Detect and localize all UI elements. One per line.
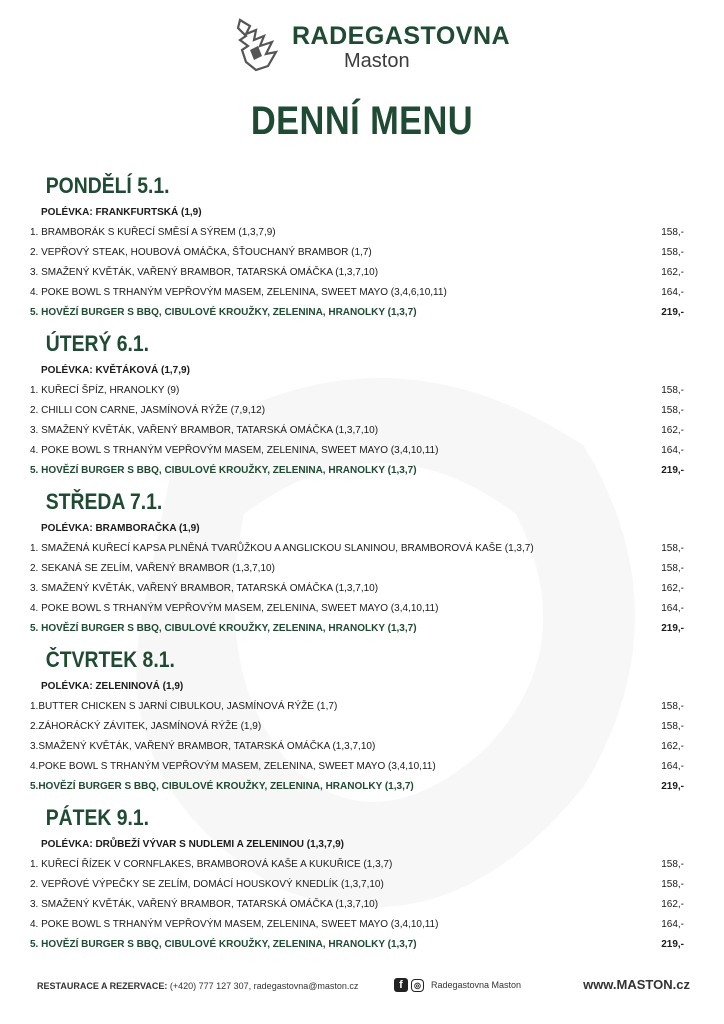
day-section	[0, 165, 724, 323]
menu-item-highlight	[0, 461, 724, 481]
day-section	[0, 639, 724, 797]
menu-item-highlight	[0, 303, 724, 323]
menu-item-name: 4. POKE BOWL S TRHANÝM VEPŘOVÝM MASEM, ZELENINA, SWEET MAYO (3,4,6,10,11)	[30, 287, 447, 298]
soup-line: POLÉVKA: ZELENINOVÁ (1,9)	[41, 681, 184, 692]
menu-item-price: 158,-	[661, 385, 684, 396]
reservation-contact[interactable]: (+420) 777 127 307, radegastovna@maston.cz	[169, 981, 359, 991]
menu-item	[0, 915, 724, 935]
header	[0, 14, 724, 74]
menu-item-name: 4. POKE BOWL S TRHANÝM VEPŘOVÝM MASEM, ZELENINA, SWEET MAYO (3,4,10,11)	[30, 603, 439, 614]
day-section	[0, 797, 724, 955]
soup-line: POLÉVKA: KVĚTÁKOVÁ (1,7,9)	[41, 365, 190, 376]
menu-item-name: 3. SMAŽENÝ KVĚTÁK, VAŘENÝ BRAMBOR, TATARSKÁ OMÁČKA (1,3,7,10)	[30, 425, 379, 436]
menu-item-price: 219,-	[661, 781, 684, 792]
menu-item-highlight	[0, 777, 724, 797]
menu-item-name: 4.POKE BOWL S TRHANÝM VEPŘOVÝM MASEM, ZELENINA, SWEET MAYO (3,4,10,11)	[30, 761, 436, 772]
menu-item-price: 164,-	[661, 287, 684, 298]
menu-item-price: 219,-	[661, 939, 684, 950]
menu-item-price: 219,-	[661, 465, 684, 476]
facebook-icon[interactable]: f	[394, 978, 408, 992]
website-suffix: .cz	[672, 977, 690, 992]
instagram-icon[interactable]: ◎	[411, 979, 424, 992]
menu-item-name: 3. SMAŽENÝ KVĚTÁK, VAŘENÝ BRAMBOR, TATARSKÁ OMÁČKA (1,3,7,10)	[30, 583, 379, 594]
menu-item	[0, 895, 724, 915]
menu-item-name: 5. HOVĚZÍ BURGER S BBQ, CIBULOVÉ KROUŽKY, ZELENINA, HRANOLKY (1,3,7)	[30, 465, 417, 476]
menu-item-price: 164,-	[661, 919, 684, 930]
menu-item-name: 1. KUŘECÍ ŠPÍZ, HRANOLKY (9)	[30, 385, 180, 396]
menu-item	[0, 717, 724, 737]
menu-item-price: 158,-	[661, 701, 684, 712]
menu-item	[0, 697, 724, 717]
page-title: DENNÍ MENU	[250, 99, 474, 143]
day-section	[0, 481, 724, 639]
menu-item-price: 158,-	[661, 563, 684, 574]
menu-item-highlight	[0, 619, 724, 639]
soup-line: POLÉVKA: BRAMBORAČKA (1,9)	[41, 523, 200, 534]
website-name: MASTON	[616, 977, 673, 992]
menu-item	[0, 421, 724, 441]
menu-item-price: 158,-	[661, 405, 684, 416]
brand-subtitle: Maston	[344, 50, 410, 72]
menu-item	[0, 401, 724, 421]
menu-item-price: 162,-	[661, 425, 684, 436]
menu-item	[0, 381, 724, 401]
menu-item-price: 164,-	[661, 445, 684, 456]
menu-item-price: 219,-	[661, 623, 684, 634]
soup-line: POLÉVKA: FRANKFURTSKÁ (1,9)	[41, 207, 202, 218]
social-links	[394, 978, 521, 996]
menu-item	[0, 283, 724, 303]
day-section	[0, 323, 724, 481]
menu-item-name: 1. KUŘECÍ ŘÍZEK V CORNFLAKES, BRAMBOROVÁ KAŠE A KUKUŘICE (1,3,7)	[30, 859, 393, 870]
menu-item-price: 164,-	[661, 761, 684, 772]
menu-item-price: 158,-	[661, 543, 684, 554]
footer	[0, 976, 724, 998]
menu-item-price: 158,-	[661, 247, 684, 258]
menu-item-price: 158,-	[661, 879, 684, 890]
menu-item	[0, 559, 724, 579]
menu-item-name: 5. HOVĚZÍ BURGER S BBQ, CIBULOVÉ KROUŽKY, ZELENINA, HRANOLKY (1,3,7)	[30, 939, 417, 950]
menu-item-price: 158,-	[661, 859, 684, 870]
radegast-head-logo-icon	[236, 16, 280, 72]
menu-item	[0, 539, 724, 559]
day-title: STŘEDA 7.1.	[45, 489, 163, 514]
menu-item-name: 2. VEPŘOVÝ STEAK, HOUBOVÁ OMÁČKA, ŠŤOUCHANÝ BRAMBOR (1,7)	[30, 247, 372, 258]
menu-item-price: 162,-	[661, 583, 684, 594]
soup-line: POLÉVKA: DRŮBEŽÍ VÝVAR S NUDLEMI A ZELENINOU (1,3,7,9)	[41, 839, 344, 850]
menu-item-name: 3.SMAŽENÝ KVĚTÁK, VAŘENÝ BRAMBOR, TATARSKÁ OMÁČKA (1,3,7,10)	[30, 741, 376, 752]
menu-item-price: 158,-	[661, 721, 684, 732]
menu-item	[0, 599, 724, 619]
menu-item	[0, 855, 724, 875]
reservation-info	[37, 981, 358, 991]
menu-item	[0, 579, 724, 599]
website-link[interactable]	[583, 977, 690, 992]
menu-item-price: 158,-	[661, 227, 684, 238]
menu-item	[0, 263, 724, 283]
menu-item	[0, 243, 724, 263]
menu-item-name: 4. POKE BOWL S TRHANÝM VEPŘOVÝM MASEM, ZELENINA, SWEET MAYO (3,4,10,11)	[30, 919, 439, 930]
reservation-label: RESTAURACE A REZERVACE:	[37, 981, 168, 991]
menu-item-name: 1. SMAŽENÁ KUŘECÍ KAPSA PLNĚNÁ TVARŮŽKOU A ANGLICKOU SLANINOU, BRAMBOROVÁ KAŠE (1,3,7)	[30, 543, 534, 554]
menu-item-name: 2. VEPŘOVÉ VÝPEČKY SE ZELÍM, DOMÁCÍ HOUSKOVÝ KNEDLÍK (1,3,7,10)	[30, 879, 384, 890]
menu-content	[0, 165, 724, 955]
menu-item-name: 2. CHILLI CON CARNE, JASMÍNOVÁ RÝŽE (7,9,12)	[30, 405, 266, 416]
menu-item-name: 5. HOVĚZÍ BURGER S BBQ, CIBULOVÉ KROUŽKY, ZELENINA, HRANOLKY (1,3,7)	[30, 307, 417, 318]
menu-item-name: 5.HOVĚZÍ BURGER S BBQ, CIBULOVÉ KROUŽKY, ZELENINA, HRANOLKY (1,3,7)	[30, 781, 414, 792]
brand-name: RADEGASTOVNA	[292, 22, 511, 50]
menu-item-name: 3. SMAŽENÝ KVĚTÁK, VAŘENÝ BRAMBOR, TATARSKÁ OMÁČKA (1,3,7,10)	[30, 899, 379, 910]
day-title: PÁTEK 9.1.	[45, 805, 150, 830]
menu-item	[0, 223, 724, 243]
menu-item-name: 2.ZÁHORÁCKÝ ZÁVITEK, JASMÍNOVÁ RÝŽE (1,9)	[30, 721, 262, 732]
menu-item-name: 5. HOVĚZÍ BURGER S BBQ, CIBULOVÉ KROUŽKY, ZELENINA, HRANOLKY (1,3,7)	[30, 623, 417, 634]
menu-item-price: 162,-	[661, 267, 684, 278]
menu-item	[0, 875, 724, 895]
day-title: PONDĚLÍ 5.1.	[45, 173, 170, 198]
website-prefix: www.	[583, 977, 617, 992]
menu-item-price: 162,-	[661, 899, 684, 910]
menu-item-name: 3. SMAŽENÝ KVĚTÁK, VAŘENÝ BRAMBOR, TATARSKÁ OMÁČKA (1,3,7,10)	[30, 267, 379, 278]
menu-item	[0, 757, 724, 777]
menu-item-highlight	[0, 935, 724, 955]
menu-item-name: 1.BUTTER CHICKEN S JARNÍ CIBULKOU, JASMÍNOVÁ RÝŽE (1,7)	[30, 701, 338, 712]
menu-item-name: 4. POKE BOWL S TRHANÝM VEPŘOVÝM MASEM, ZELENINA, SWEET MAYO (3,4,10,11)	[30, 445, 439, 456]
menu-item	[0, 441, 724, 461]
social-handle[interactable]: Radegastovna Maston	[431, 980, 522, 990]
menu-item-price: 219,-	[661, 307, 684, 318]
menu-item-price: 164,-	[661, 603, 684, 614]
menu-item-price: 162,-	[661, 741, 684, 752]
day-title: ÚTERÝ 6.1.	[45, 331, 150, 356]
menu-item-name: 2. SEKANÁ SE ZELÍM, VAŘENÝ BRAMBOR (1,3,7,10)	[30, 563, 275, 574]
menu-item-name: 1. BRAMBORÁK S KUŘECÍ SMĚSÍ A SÝREM (1,3,7,9)	[30, 227, 276, 238]
day-title: ČTVRTEK 8.1.	[45, 647, 175, 672]
menu-item	[0, 737, 724, 757]
